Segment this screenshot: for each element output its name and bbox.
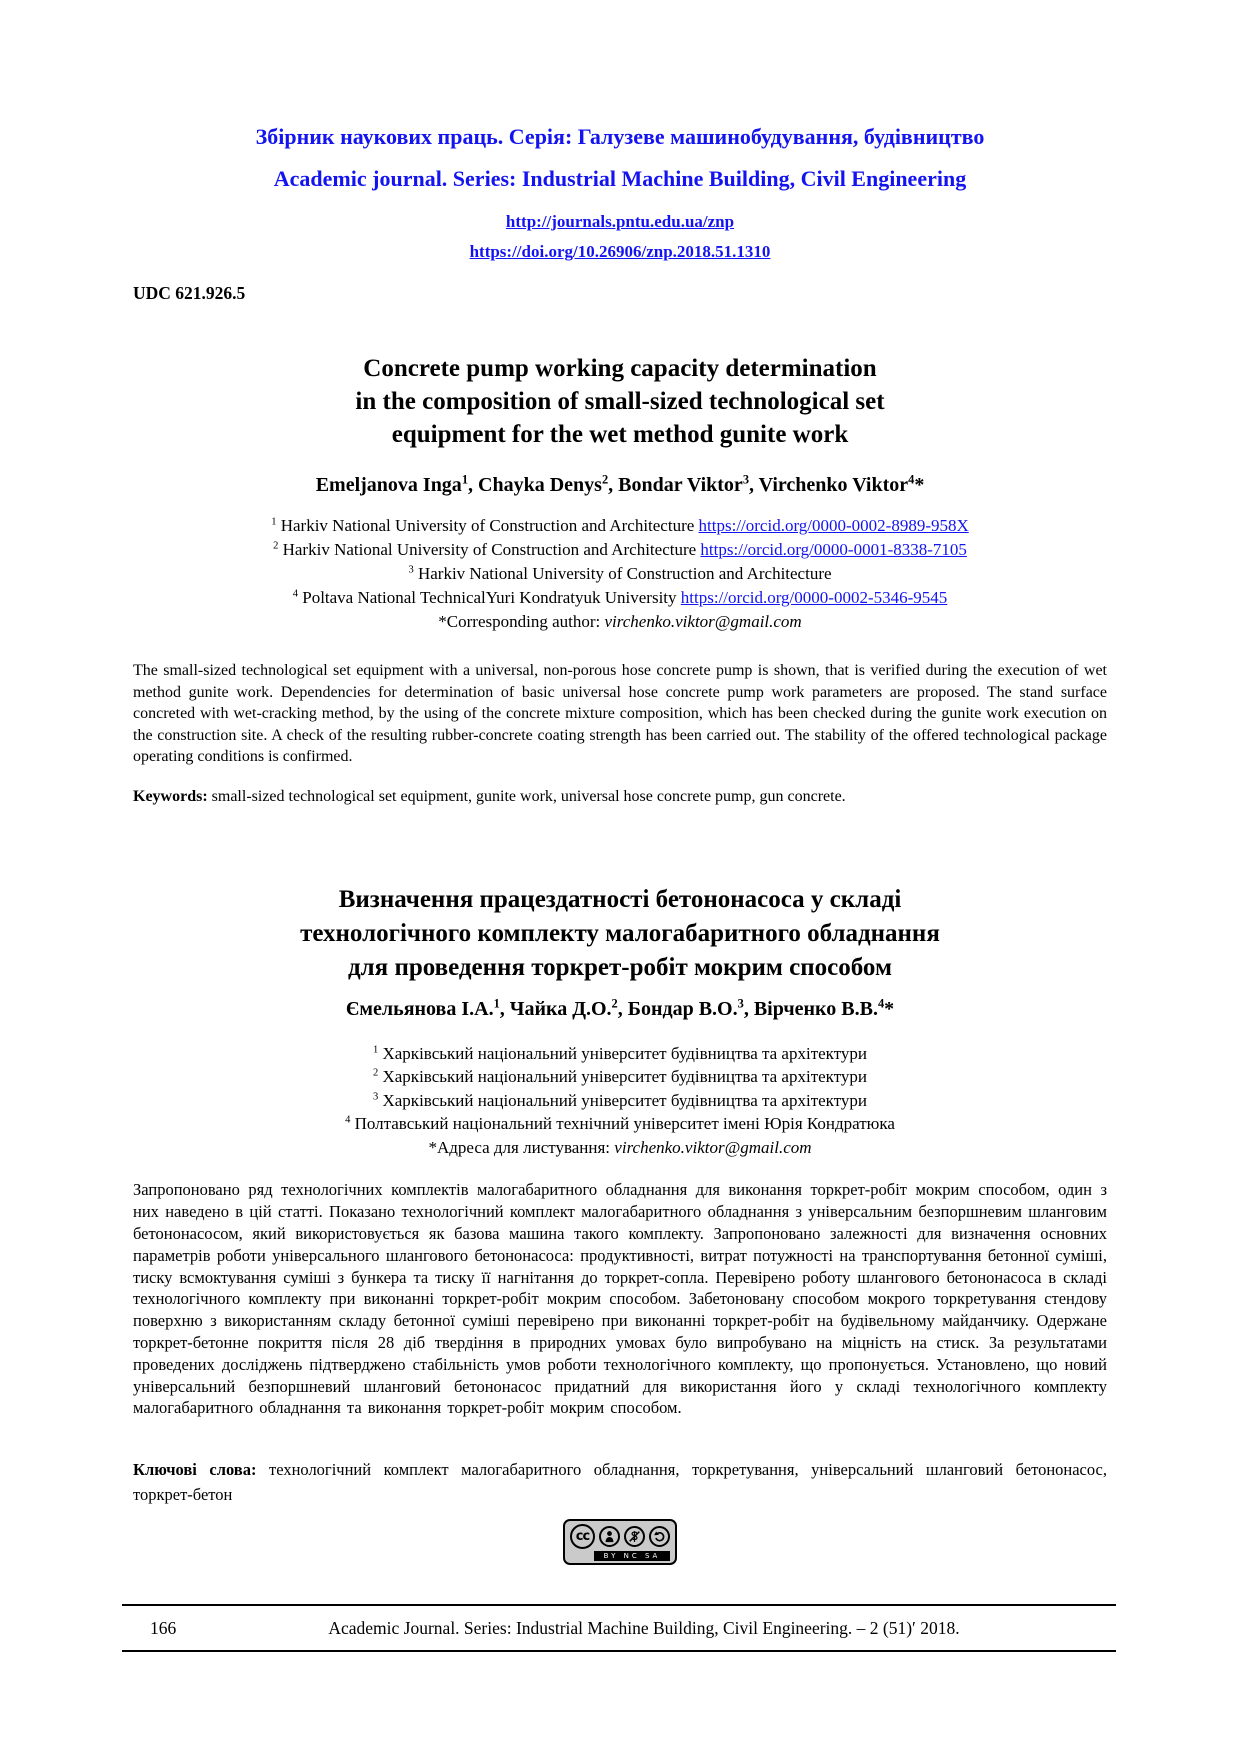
corresponding-author-email: virchenko.viktor@gmail.com <box>614 1137 812 1157</box>
author-name: , Chayka Denys <box>468 474 602 496</box>
affiliation-number: 2 <box>372 1067 379 1079</box>
author-name: , Bondar Viktor <box>608 474 743 496</box>
affiliation-line <box>133 562 1107 586</box>
author-affiliation-mark: 2 <box>601 472 609 487</box>
affiliations-ua <box>133 1042 1107 1160</box>
authors-ua <box>133 997 1107 1022</box>
author-name: , Чайка Д.О. <box>499 997 612 1020</box>
author-name: Ємельянова І.А. <box>345 997 494 1020</box>
keywords-label-en: Keywords: <box>133 787 208 805</box>
cc-caption: BY NC SA <box>594 1551 670 1561</box>
affiliation-text: Poltava National TechnicalYuri Kondratyuk University <box>297 588 681 607</box>
keywords-ua <box>133 1457 1107 1507</box>
journal-url-link[interactable]: http://journals.pntu.edu.ua/znp <box>505 212 735 231</box>
article-title-en-line2: in the composition of small-sized technological set <box>355 388 885 415</box>
affiliation-text: Харківський національний університет будівництва та архітектури <box>378 1067 868 1087</box>
article-title-en-line3: equipment for the wet method gunite work <box>391 421 849 448</box>
authors-en <box>133 473 1107 498</box>
orcid-link[interactable]: https://orcid.org/0000-0001-8338-7105 <box>700 540 967 559</box>
corresponding-author-mark: * <box>914 474 925 496</box>
footer-journal-title: Academic Journal. Series: Industrial Machine Building, Civil Engineering. – 2 (51)′ 2018. <box>328 1617 960 1638</box>
corresponding-author-mark: * <box>884 997 895 1020</box>
affiliation-number: 4 <box>345 1114 351 1126</box>
corresponding-author-line-ua <box>133 1136 1107 1160</box>
cc-by-person-icon <box>599 1526 620 1547</box>
affiliation-line <box>133 538 1107 562</box>
article-title-ua <box>133 883 1107 985</box>
abstract-en: The small-sized technological set equipment with a universal, non-porous hose concrete pump is shown, that is verified during the execution of wet method gunite work. Dependencies for determination of basic universal hose concrete pump work parameters are proposed. The stand surface concreted with wet-cracking method, by the using of the concrete mixture composition, which has been checked during the gunite work execution on the construction site. A check of the resulting rubber-concrete coating strength has been carried out. The stability of the offered technological package operating conditions is confirmed. <box>133 662 1107 766</box>
keywords-en <box>133 786 1107 807</box>
author-affiliation-mark: 4 <box>908 472 915 487</box>
corresponding-author-email: virchenko.viktor@gmail.com <box>604 612 802 631</box>
journal-header <box>133 124 1107 262</box>
cc-nc-dollar-icon <box>624 1526 645 1547</box>
orcid-link[interactable]: https://orcid.org/0000-0002-5346-9545 <box>680 588 948 607</box>
affiliation-line <box>133 1065 1107 1089</box>
doi-link[interactable]: https://doi.org/10.26906/znp.2018.51.1310 <box>469 242 771 261</box>
affiliation-text: Харківський національний університет будівництва та архітектури <box>378 1043 868 1063</box>
journal-title-ukrainian: Збірник наукових праць. Серія: Галузеве машинобудування, будівництво <box>255 124 985 149</box>
keywords-text-en: small-sized technological set equipment, gunite work, universal hose concrete pump, gun concrete. <box>207 787 846 805</box>
affiliation-number: 1 <box>271 516 277 528</box>
affiliation-line <box>133 1089 1107 1113</box>
author-name: , Вірченко В.В. <box>743 997 878 1020</box>
orcid-link[interactable]: https://orcid.org/0000-0002-8989-958X <box>698 516 969 535</box>
article-title-en <box>133 352 1107 451</box>
article-title-ua-line3: для проведення торкрет-робіт мокрим способом <box>348 953 892 981</box>
cc-by-nc-sa-badge[interactable] <box>563 1519 677 1565</box>
affiliation-line <box>133 586 1107 610</box>
affiliation-number: 3 <box>372 1091 379 1103</box>
author-affiliation-mark: 1 <box>461 472 469 487</box>
affiliation-line <box>133 514 1107 538</box>
author-name: Emeljanova Inga <box>315 474 462 496</box>
affiliation-text: Harkiv National University of Construction and Architecture <box>278 540 701 559</box>
author-affiliation-mark: 3 <box>742 472 750 487</box>
corresponding-author-line-en <box>133 610 1107 634</box>
affiliation-line <box>133 1112 1107 1136</box>
article-title-ua-line1: Визначення працездатності бетононасоса у складі <box>338 885 902 913</box>
article-title-ua-line2: технологічного комплекту малогабаритного обладнання <box>300 919 940 947</box>
cc-sa-arrow-icon <box>649 1526 670 1547</box>
affiliation-number: 4 <box>292 588 298 600</box>
author-affiliation-mark: 2 <box>611 996 618 1011</box>
article-title-en-line1: Concrete pump working capacity determination <box>363 355 877 382</box>
affiliation-line <box>133 1042 1107 1066</box>
affiliation-text: Harkiv National University of Construction and Architecture <box>276 516 699 535</box>
author-affiliation-mark: 3 <box>737 996 744 1011</box>
affiliation-number: 1 <box>372 1044 379 1056</box>
affiliation-number: 3 <box>408 564 414 576</box>
page-footer <box>122 1604 1116 1652</box>
author-name: , Virchenko Viktor <box>749 474 909 496</box>
affiliation-text: Харківський національний університет будівництва та архітектури <box>378 1090 868 1110</box>
affiliation-text: Harkiv National University of Construction and Architecture <box>413 564 832 583</box>
author-affiliation-mark: 4 <box>877 996 885 1011</box>
author-name: , Бондар В.О. <box>617 997 738 1020</box>
corresponding-author-label: *Corresponding author: <box>438 612 605 631</box>
page-number: 166 <box>150 1617 177 1638</box>
affiliation-number: 2 <box>273 540 279 552</box>
journal-title-english: Academic journal. Series: Industrial Machine Building, Civil Engineering <box>273 166 967 191</box>
abstract-ua: Запропоновано ряд технологічних комплектів малогабаритного обладнання для виконання торкрет-робіт мокрим способом, один з них наведено в цій статті. Показано технологічний комплект малогабаритного обладнання з універсальним безпоршневим шланговим бетононасосом, який використовується як базова машина такого комплекту. Запропоновано залежності для визначення основних параметрів роботи універсального шлангового бетононасоса: продуктивності, витрат потужності на транспортування бетонної суміші, тиску всмоктування суміші з бункера та тиску її нагнітання до торкрет-сопла. Перевірено роботу шлангового бетононасоса в складі технологічного комплекту при виконанні торкрет-робіт мокрим способом. Забетоновану способом мокрого торкретування стендову поверхню з використанням складу бетонної суміші перевірено при виконанні торкрет-робіт на будівельному майданчику. Одержане торкрет-бетонне покриття після 28 діб твердіння в природних умовах було випробувано на міцність на стиск. За результатами проведених досліджень підтверджено стабільність умов роботи технологічного комплекту, що пропонується. Установлено, що новий універсальний безпоршневий шланговий бетононасос придатний для використання його у складі технологічного комплекту малогабаритного обладнання та виконання торкрет-робіт мокрим способом. <box>133 1180 1107 1418</box>
keywords-label-ua: Ключові слова: <box>133 1460 257 1480</box>
affiliation-text: Полтавський національний технічний університет імені Юрія Кондратюка <box>350 1114 895 1134</box>
author-affiliation-mark: 1 <box>493 996 500 1011</box>
license-badge-row <box>133 1519 1107 1565</box>
udc-code: UDC 621.926.5 <box>133 283 246 303</box>
affiliations-en <box>133 514 1107 634</box>
keywords-text-ua: технологічний комплект малогабаритного обладнання, торкретування, універсальний шланговий бетононасос, торкрет-бетон <box>133 1460 1107 1505</box>
corresponding-author-label: *Адреса для листування: <box>428 1137 615 1157</box>
cc-icon: cc <box>570 1524 595 1549</box>
